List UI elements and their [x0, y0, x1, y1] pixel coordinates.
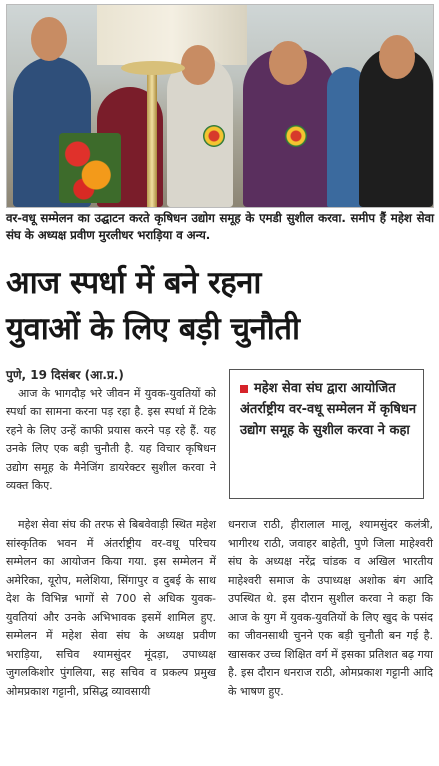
- photo-flowers: [59, 133, 121, 203]
- photo-person-head: [31, 17, 67, 61]
- photo-lamp-top: [121, 61, 185, 75]
- bullet-square-icon: [240, 385, 248, 393]
- photo-caption: वर-वधू सम्मेलन का उद्घाटन करते कृषिधन उद्योग समूह के एमडी सुशील करवा. समीप हैं महेश सेवा संघ के अध्यक्ष प्रवीण मुरलीधर भराड़िया व अन्य.: [6, 211, 434, 242]
- article-column-left-top: [6, 366, 216, 500]
- highlight-text: महेश सेवा संघ द्वारा आयोजित अंतर्राष्ट्रीय वर-वधू सम्मेलन में कृषिधन उद्योग समूह के सुशील करवा ने कहा: [240, 381, 417, 438]
- headline-line-1: आज स्पर्धा में बने रहना: [6, 265, 261, 301]
- article-paragraph-2: [6, 516, 216, 701]
- highlight-box: [229, 369, 424, 499]
- news-photo: [6, 4, 434, 208]
- photo-badge: [285, 125, 307, 147]
- photo-lamp: [147, 65, 157, 207]
- photo-badge: [203, 125, 225, 147]
- paragraph-text: आज के भागदौड़ भरे जीवन में युवक-युवतियों को स्पर्धा का सामना करना पड़ रहा है. इस स्पर्धा में टिके रहने के लिए उन्हें काफी प्रयास करने पड़ रहे हैं. यह उनके लिए एक बड़ी चुनौती है. यह विचार कृषिधन उद्योग समूह के मैनेजिंग डायरेक्टर सुशील करवा ने व्यक्त किए.: [6, 386, 216, 492]
- photo-backdrop-banner: [97, 5, 247, 65]
- article-column-left-bottom: [6, 516, 216, 705]
- photo-person-head: [181, 45, 215, 85]
- article-paragraph-3: [228, 516, 433, 701]
- headline: [6, 260, 434, 352]
- dateline: पुणे, 19 दिसंबर (आ.प्र.): [6, 368, 124, 382]
- paragraph-text: धनराज राठी, हीरालाल मालू, श्यामसुंदर कलंत्री, भागीरथ राठी, जवाहर बाहेती, पुणे जिला माहेश्वरी संघ के अध्यक्ष नरेंद्र चांडक व अखिल भारतीय माहेश्वरी समाज के उपाध्यक्ष अशोक बंग आदि उपस्थित थे. इस दौरान सुशील करवा ने कहा कि आज के युग में युवक-युवतियों के लिए खुद के पसंद का जीवनसाथी चुनने एक बड़ी चुनौती बन गई है. खासकर उच्च शिक्षित वर्ग में इसका प्रतिशत बढ़ गया है. इस दौरान धनराज राठी, ओमप्रकाश गट्टानी आदि के भाषण हुए.: [228, 518, 433, 698]
- photo-person-head: [379, 35, 415, 79]
- headline-line-2: युवाओं के लिए बड़ी चुनौती: [6, 311, 300, 347]
- article-column-right: [228, 516, 433, 705]
- paragraph-text: महेश सेवा संघ की तरफ से बिबवेवाड़ी स्थित महेश सांस्कृतिक भवन में अंतर्राष्ट्रीय वर-वधू परिचय सम्मेलन का आयोजन किया गया. इस सम्मेलन में अमेरिका, यूरोप, मलेशिया, सिंगापुर व दुबई के साथ देश के विभिन्न भागों से 700 से अधिक युवक-युवतियां और उनके अभिभावक इसमें शामिल हुए. सम्मेलन में महेश सेवा संघ के अध्यक्ष प्रवीण भराड़िया, सचिव श्यामसुंदर मूंदड़ा, उपाध्यक्ष जुगलकिशोर पुंगलिया, सह सचिव व प्रकल्प प्रमुख ओमप्रकाश गट्टानी, प्रसिद्ध व्यावसायी: [6, 518, 216, 698]
- photo-person-head: [269, 41, 307, 85]
- article-paragraph-1: [6, 385, 216, 496]
